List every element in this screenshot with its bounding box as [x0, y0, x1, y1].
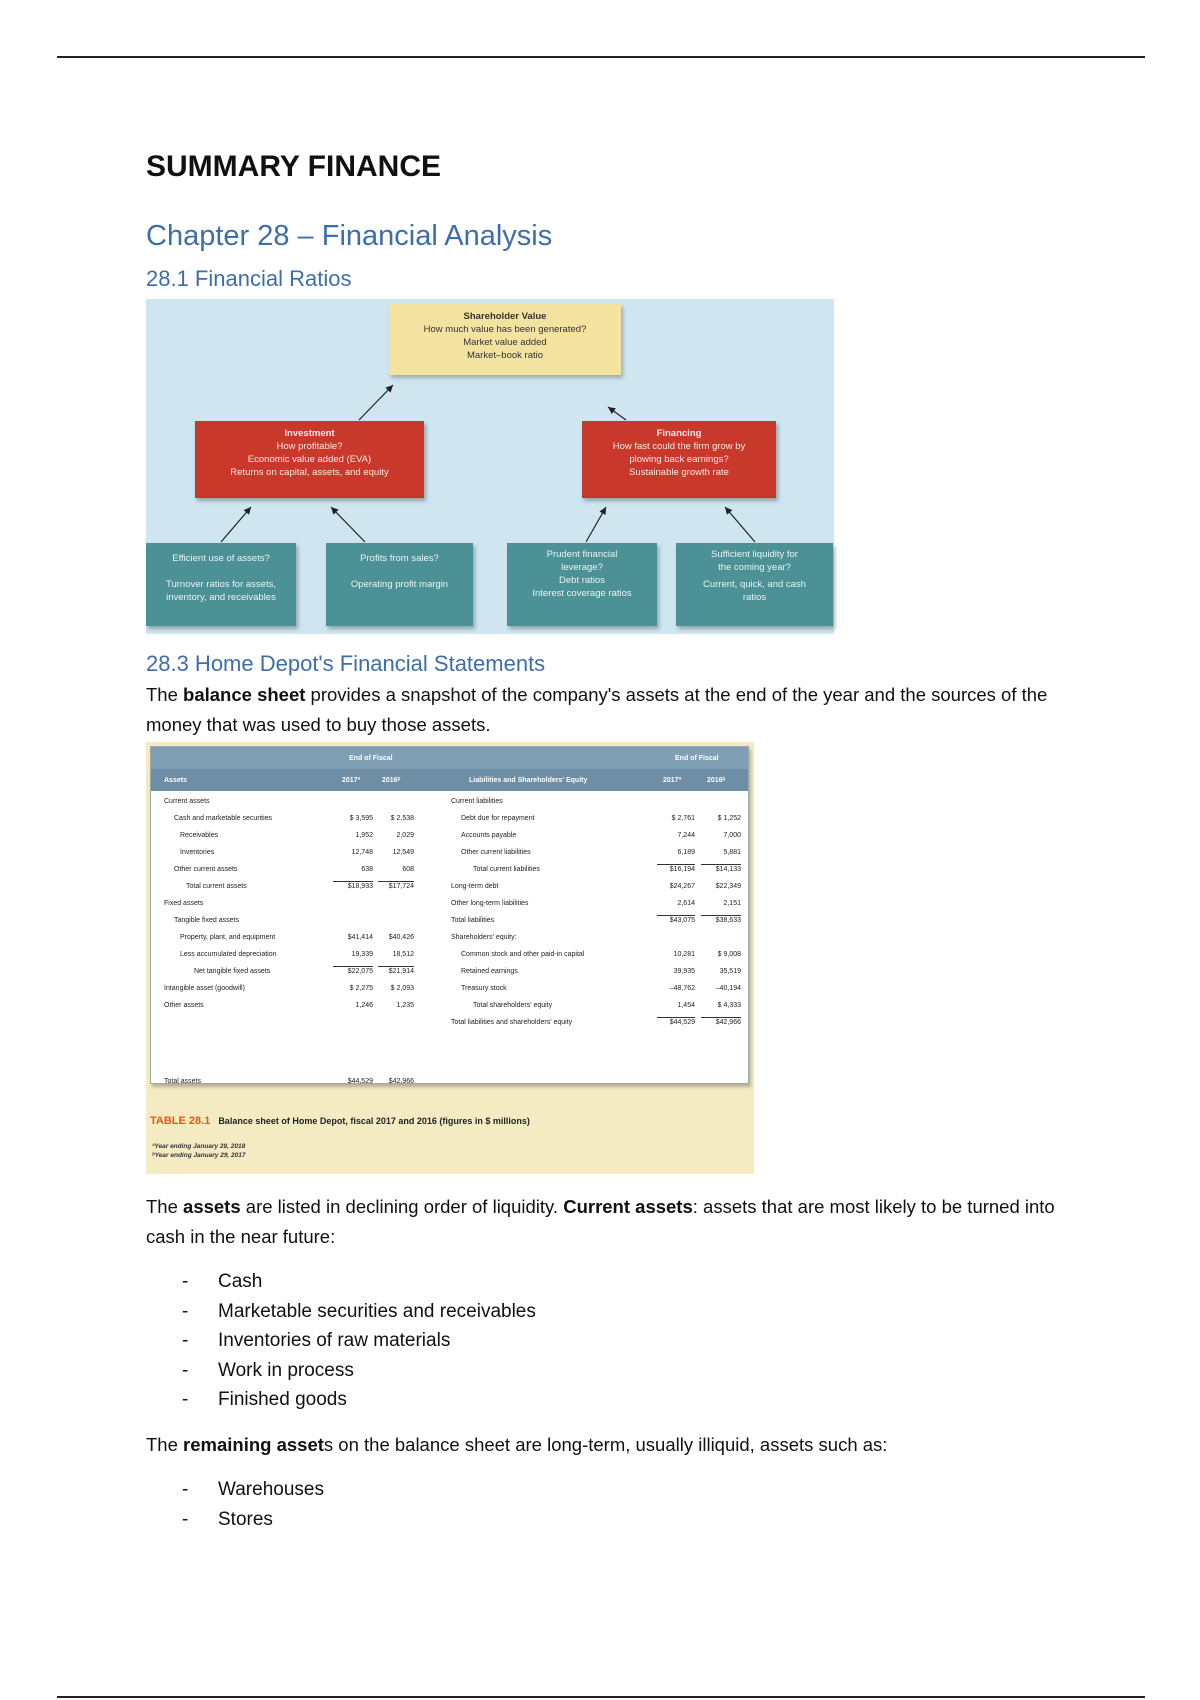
shareholder-value-box — [389, 304, 621, 375]
assets-column-header: Assets — [164, 777, 187, 784]
liability-row-label: Total current liabilities — [473, 866, 540, 873]
asset-row-label: Intangible asset (goodwill) — [164, 985, 245, 992]
balance-sheet-paragraph: The balance sheet provides a snapshot of the company's assets at the end of the year and the sources of the money that was used to buy those assets. — [146, 684, 1048, 735]
footer-rule — [57, 1696, 1145, 1698]
financing-line: How fast could the firm grow by — [612, 441, 746, 452]
total-assets-label: Total assets — [164, 1078, 201, 1085]
shareholder-value-title: Shareholder Value — [463, 311, 547, 322]
liquidity-answer: Current, quick, and cash — [703, 579, 806, 590]
investment-line: How profitable? — [276, 441, 343, 452]
list-item: - Inventories of raw materials — [180, 1326, 536, 1356]
liability-row-label: Retained earnings — [461, 968, 518, 975]
year-2017-header: 2017ª — [663, 777, 682, 784]
total-assets-2017: $44,529 — [347, 1078, 373, 1085]
asset-row-value: 1,235 — [396, 1002, 414, 1009]
profitability-question: Profits from sales? — [360, 553, 439, 564]
leverage-question: Prudent financial — [546, 549, 618, 560]
liability-row-label: Long-term debt — [451, 883, 499, 890]
asset-row-label: Fixed assets — [164, 900, 204, 907]
leverage-question: leverage? — [561, 562, 603, 573]
table-caption-text: Balance sheet of Home Depot, fiscal 2017 and 2016 (figures in $ millions) — [218, 1116, 530, 1126]
list-item: - Marketable securities and receivables — [180, 1297, 536, 1327]
liability-row-value: 39,935 — [673, 968, 695, 975]
asset-row-value: 18,512 — [392, 951, 414, 958]
liability-row-label: Shareholders' equity: — [451, 934, 517, 941]
asset-row-value: $17,724 — [388, 883, 414, 890]
leverage-answer: Debt ratios — [559, 575, 605, 586]
table-footnote-b: ᵇYear ending January 29, 2017 — [152, 1152, 246, 1159]
liability-row-label: Current liabilities — [451, 798, 503, 805]
liability-row-value: $42,966 — [715, 1019, 741, 1026]
asset-row-value: 19,339 — [351, 951, 373, 958]
liquidity-question: the coming year? — [718, 562, 791, 573]
assets-paragraph: The assets are listed in declining order of liquidity. Current assets: assets that are most likely to be turned into cash in the near future: — [146, 1196, 1055, 1247]
leverage-box — [507, 543, 657, 626]
financing-title: Financing — [656, 428, 702, 439]
liability-row-value: 35,519 — [719, 968, 741, 975]
asset-row-value: $21,914 — [388, 968, 414, 975]
liability-row-value: $16,194 — [669, 866, 695, 873]
leverage-answer: Interest coverage ratios — [532, 588, 632, 599]
asset-row-value: $ 2,538 — [390, 815, 414, 822]
list-item: - Stores — [180, 1505, 324, 1535]
liability-row-value: 7,000 — [723, 832, 741, 839]
asset-row-value: $22,075 — [347, 968, 373, 975]
liability-row-value: $22,349 — [715, 883, 741, 890]
liability-row-value: 2,614 — [677, 900, 695, 907]
profitability-box — [326, 543, 473, 626]
table-footnote-a: ªYear ending January 28, 2018 — [152, 1143, 246, 1150]
asset-row-value: 1,246 — [355, 1002, 373, 1009]
liability-row-label: Other long-term liabilities — [451, 900, 529, 907]
asset-row-label: Inventories — [180, 849, 215, 856]
asset-row-value: 608 — [402, 866, 414, 873]
liability-row-value: $ 9,008 — [717, 951, 741, 958]
liabilities-column-header: Liabilities and Shareholders' Equity — [469, 777, 588, 784]
asset-row-label: Property, plant, and equipment — [180, 934, 276, 941]
liability-row-value: 1,454 — [677, 1002, 695, 1009]
liability-row-value: $ 4,333 — [717, 1002, 741, 1009]
financing-box — [582, 421, 776, 498]
list-item: - Finished goods — [180, 1385, 536, 1415]
financing-line: Sustainable growth rate — [629, 467, 729, 478]
asset-row-label: Total current assets — [186, 883, 247, 890]
end-of-fiscal-left: End of Fiscal — [349, 755, 393, 762]
asset-row-value: 2,029 — [396, 832, 414, 839]
liability-row-label: Treasury stock — [461, 985, 507, 992]
liability-row-label: Common stock and other paid-in capital — [461, 951, 585, 958]
asset-row-value: 12,549 — [392, 849, 414, 856]
asset-row-value: 1,952 — [355, 832, 373, 839]
liability-row-value: $ 1,252 — [717, 815, 741, 822]
shareholder-value-line: Market value added — [463, 337, 547, 348]
header-rule — [57, 56, 1145, 58]
investment-line: Economic value added (EVA) — [247, 454, 372, 465]
investment-box — [195, 421, 424, 498]
liability-row-value: 6,189 — [677, 849, 695, 856]
asset-row-label: Net tangible fixed assets — [194, 968, 271, 975]
liability-row-value: –40,194 — [715, 985, 741, 992]
efficiency-answer: inventory, and receivables — [166, 592, 276, 603]
asset-row-label: Other assets — [164, 1002, 204, 1009]
list-item: - Work in process — [180, 1356, 536, 1386]
liability-row-value: $38,633 — [715, 917, 741, 924]
year-2016-header: 2016ᵇ — [707, 777, 726, 784]
list-item: - Warehouses — [180, 1475, 324, 1505]
liability-row-value: 10,281 — [673, 951, 695, 958]
shareholder-value-line: Market–book ratio — [466, 350, 544, 361]
asset-row-label: Tangible fixed assets — [174, 917, 239, 924]
liability-row-label: Total liabilities and shareholders' equity — [451, 1019, 573, 1026]
asset-row-value: 638 — [361, 866, 373, 873]
list-item: - Cash — [180, 1267, 536, 1297]
liquidity-box — [676, 543, 833, 626]
long-term-assets-list — [180, 1475, 324, 1534]
table-caption — [150, 1115, 530, 1127]
asset-row-value: $18,933 — [347, 883, 373, 890]
year-2016-header: 2016ᵇ — [382, 777, 401, 784]
asset-row-label: Current assets — [164, 798, 210, 805]
liability-row-value: $ 2,761 — [671, 815, 695, 822]
asset-row-value: $ 3,595 — [349, 815, 373, 822]
shareholder-value-line: How much value has been generated? — [423, 324, 587, 335]
efficiency-question: Efficient use of assets? — [172, 553, 270, 564]
liability-row-label: Total shareholders' equity — [473, 1002, 553, 1009]
asset-row-label: Other current assets — [174, 866, 238, 873]
chapter-heading: Chapter 28 – Financial Analysis — [146, 220, 553, 252]
section-heading-financial-ratios: 28.1 Financial Ratios — [146, 266, 352, 291]
end-of-fiscal-right: End of Fiscal — [675, 755, 719, 762]
financial-ratios-diagram — [146, 299, 834, 634]
liability-row-value: –48,762 — [669, 985, 695, 992]
total-assets-2016: $42,966 — [388, 1078, 414, 1085]
liability-row-value: $14,133 — [715, 866, 741, 873]
financing-line: plowing back earnings? — [629, 454, 729, 465]
efficiency-box — [146, 543, 296, 626]
balance-sheet-figure — [146, 742, 754, 1174]
profitability-answer: Operating profit margin — [350, 579, 449, 590]
asset-row-value: $ 2,275 — [349, 985, 373, 992]
investment-line: Returns on capital, assets, and equity — [230, 467, 389, 478]
liability-row-value: 7,244 — [677, 832, 695, 839]
liability-row-value: 2,151 — [723, 900, 741, 907]
efficiency-answer: Turnover ratios for assets, — [166, 579, 276, 590]
asset-row-value: 12,748 — [351, 849, 373, 856]
table-header-row-2 — [151, 769, 748, 791]
liability-row-label: Total liabilities — [451, 917, 495, 924]
year-2017-header: 2017ª — [342, 777, 361, 784]
table-header-row-1 — [151, 747, 748, 769]
document-title: SUMMARY FINANCE — [146, 150, 442, 183]
liability-row-value: 5,881 — [723, 849, 741, 856]
asset-row-label: Less accumulated depreciation — [180, 951, 277, 958]
liquidity-question: Sufficient liquidity for — [711, 549, 798, 560]
liability-row-label: Accounts payable — [461, 832, 517, 839]
liability-row-value: $24,267 — [669, 883, 695, 890]
asset-row-label: Cash and marketable securities — [174, 815, 273, 822]
remaining-assets-paragraph: The remaining assets on the balance sheet are long-term, usually illiquid, assets such as: — [146, 1434, 888, 1455]
investment-title: Investment — [284, 428, 335, 439]
liability-row-label: Other current liabilities — [461, 849, 531, 856]
liquidity-answer: ratios — [742, 592, 767, 603]
asset-row-value: $41,414 — [347, 934, 373, 941]
liability-row-value: $43,075 — [669, 917, 695, 924]
asset-row-value: $ 2,093 — [390, 985, 414, 992]
table-caption-label: TABLE 28.1 — [150, 1115, 211, 1127]
liability-row-label: Debt due for repayment — [461, 815, 535, 822]
asset-row-label: Receivables — [180, 832, 219, 839]
balance-sheet-table — [150, 746, 749, 1084]
section-heading-home-depot: 28.3 Home Depot's Financial Statements — [146, 651, 546, 676]
current-assets-list — [180, 1267, 536, 1415]
asset-row-value: $40,426 — [388, 934, 414, 941]
liability-row-value: $44,529 — [669, 1019, 695, 1026]
